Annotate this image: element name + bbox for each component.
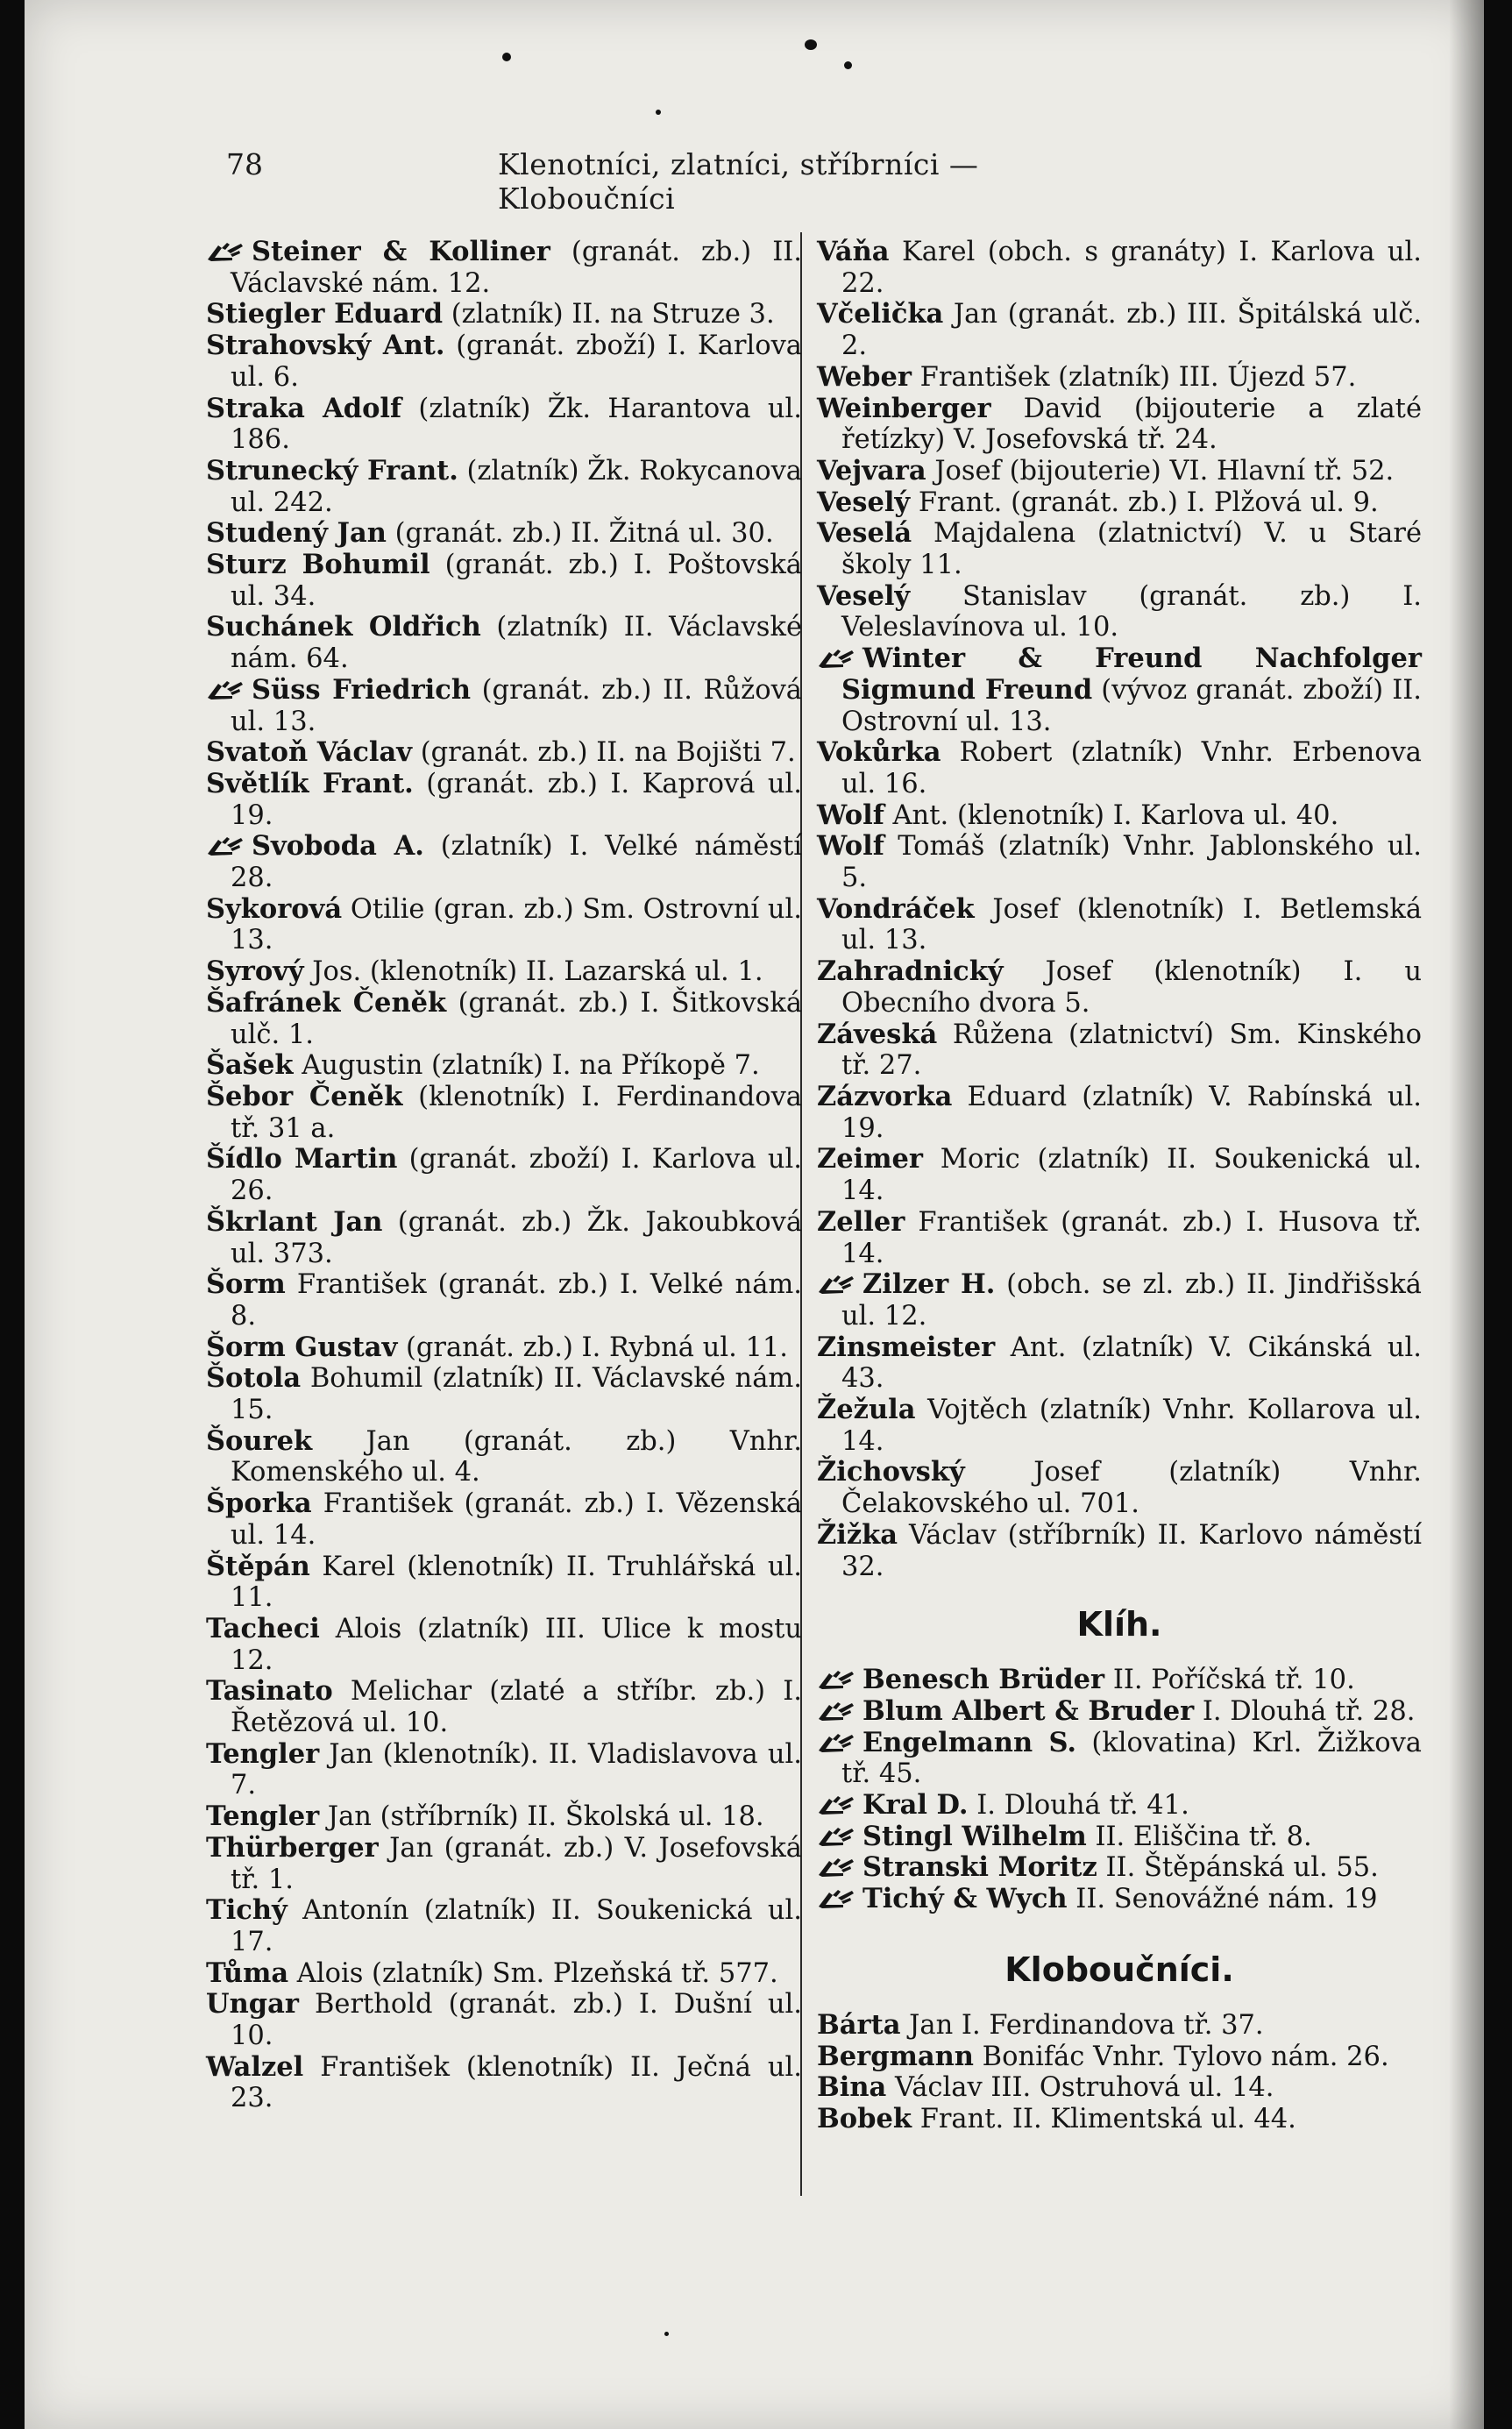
entry-name: Steiner & Kolliner <box>252 236 550 267</box>
entry-details: František (granát. zb.) I. Husova tř. 14. <box>841 1206 1422 1269</box>
directory-entry <box>817 2072 1422 2104</box>
entry-name: Šebor Čeněk <box>206 1080 403 1112</box>
entry-details: (klenotník) I. Ferdinandova tř. 31 a. <box>231 1081 802 1144</box>
entry-name: Engelmann S. <box>862 1726 1077 1758</box>
pointing-hand-icon <box>817 1731 855 1754</box>
directory-entry <box>206 769 802 831</box>
directory-entry <box>817 1884 1422 1915</box>
directory-entry <box>817 1790 1422 1822</box>
directory-entry <box>206 1144 802 1206</box>
section-title-klih: Klíh. <box>1076 1605 1162 1644</box>
directory-entry <box>817 1395 1422 1457</box>
page-header <box>200 131 1164 216</box>
entry-details: (zlatník) II. na Struze 3. <box>443 299 775 330</box>
entry-details: (zlatník) Žk. Rokycanova ul. 242. <box>231 455 802 518</box>
entry-details: (vývoz granát. zboží) II. Ostrovní ul. 13. <box>841 674 1422 737</box>
entry-name: Wolf <box>817 830 884 863</box>
print-speck <box>664 2332 669 2336</box>
entry-name: Straka Adolf <box>206 392 402 424</box>
entry-details: Alois (zlatník) Sm. Plzeňská tř. 577. <box>288 1957 778 1989</box>
entry-details: Ant. (klenotník) I. Karlova ul. 40. <box>884 799 1339 831</box>
entry-details: (zlatník) II. Václavské nám. 64. <box>231 612 802 675</box>
directory-entry <box>817 581 1422 643</box>
entry-name: Bárta <box>817 2008 901 2041</box>
pointing-hand-icon <box>817 647 855 670</box>
directory-entry <box>817 518 1422 580</box>
directory-entry <box>206 1050 802 1082</box>
entry-name: Veselý <box>817 579 911 612</box>
entry-details: Bonifác Vnhr. Tylovo nám. 26. <box>973 2041 1389 2072</box>
entry-name: Tengler <box>206 1737 320 1770</box>
entry-details: Stanislav (granát. zb.) I. Veleslavínova ul. 10. <box>841 580 1422 643</box>
entry-name: Stranski Moritz <box>862 1851 1097 1884</box>
entry-name: Svoboda A. <box>252 830 424 863</box>
directory-entry <box>817 831 1422 893</box>
entry-name: Strahovský Ant. <box>206 330 445 362</box>
entry-name: Váňa <box>817 236 890 267</box>
entry-details: Frant. (granát. zb.) I. Plžová ul. 9. <box>910 487 1379 518</box>
entry-details: Josef (klenotník) I. Betlemská ul. 13. <box>841 893 1422 956</box>
entry-details: (granát. zb.) II. na Bojišti 7. <box>412 737 796 769</box>
entry-details: I. Dlouhá tř. 28. <box>1194 1695 1416 1727</box>
entry-details: Jan (granát. zb.) V. Josefovská tř. 1. <box>231 1832 802 1895</box>
entry-details: (granát. zb.) I. Rybná ul. 11. <box>397 1332 788 1363</box>
entry-details: Berthold (granát. zb.) I. Dušní ul. 10. <box>231 1989 802 2052</box>
pointing-hand-icon <box>817 1668 855 1691</box>
entry-name: Včelička <box>817 298 944 330</box>
entry-name: Tengler <box>206 1800 320 1833</box>
entry-name: Zinsmeister <box>817 1331 996 1363</box>
entry-name: Žichovský <box>817 1456 965 1488</box>
directory-entry <box>817 487 1422 519</box>
entry-name: Tůma <box>206 1957 289 1989</box>
entry-name: Stiegler Eduard <box>206 298 444 330</box>
directory-entry <box>206 550 802 612</box>
directory-entry <box>817 1019 1422 1082</box>
directory-entry <box>206 1426 802 1488</box>
directory-entry <box>206 988 802 1050</box>
entry-details: Tomáš (zlatník) Vnhr. Jablonského ul. 5. <box>841 831 1422 894</box>
kloboucnici-entries <box>817 2010 1422 2135</box>
directory-entry <box>206 831 802 893</box>
entry-name: Suchánek Oldřich <box>206 611 481 643</box>
directory-entry <box>817 299 1422 361</box>
entry-name: Šorm Gustav <box>206 1331 398 1363</box>
entry-name: Zeller <box>817 1205 905 1238</box>
entry-name: Šotola <box>206 1362 302 1395</box>
entry-name: Sturz Bohumil <box>206 549 430 581</box>
directory-entry <box>206 1363 802 1425</box>
entry-name: Zeimer <box>817 1143 924 1175</box>
entry-details: František (granát. zb.) I. Velké nám. 8. <box>231 1269 802 1332</box>
entry-name: Bina <box>817 2071 887 2104</box>
directory-entry <box>206 1895 802 1957</box>
directory-entry <box>206 1801 802 1833</box>
entry-name: Bobek <box>817 2102 912 2134</box>
directory-entry <box>206 456 802 518</box>
entry-details: (granát. zb.) Žk. Jakoubková ul. 373. <box>231 1206 803 1269</box>
entry-name: Zázvorka <box>817 1080 953 1112</box>
entry-details: Alois (zlatník) III. Ulice k mostu 12. <box>231 1613 802 1676</box>
directory-entry <box>206 956 802 988</box>
pointing-hand-icon <box>206 678 245 701</box>
directory-entry <box>206 1488 802 1551</box>
right-column-entries <box>817 237 1422 1582</box>
entry-details: Eduard (zlatník) V. Rabínská ul. 19. <box>841 1081 1422 1144</box>
entry-details: (granát. zboží) I. Karlova ul. 26. <box>231 1144 802 1207</box>
section-title-kloboucnici: Kloboučníci. <box>1004 1950 1234 1989</box>
entry-details: Melichar (zlaté a stříbr. zb.) I. Řetězová ul. 10. <box>231 1676 802 1739</box>
directory-entry <box>817 956 1422 1019</box>
directory-entry <box>817 1852 1422 1884</box>
directory-entry <box>206 330 802 393</box>
directory-entry <box>817 1696 1422 1728</box>
pointing-hand-icon <box>817 1273 855 1296</box>
directory-entry <box>206 1207 802 1269</box>
directory-entry <box>817 1728 1422 1790</box>
entry-name: Tichý & Wych <box>862 1883 1068 1915</box>
directory-entry <box>817 456 1422 487</box>
entry-details: II. Štěpánská ul. 55. <box>1097 1852 1379 1884</box>
print-speck <box>502 53 511 61</box>
entry-name: Tichý <box>206 1894 287 1927</box>
directory-entry <box>206 1676 802 1738</box>
directory-entry <box>817 1144 1422 1206</box>
directory-entry <box>206 394 802 456</box>
entry-name: Benesch Brüder <box>862 1664 1105 1696</box>
entry-name: Šídlo Martin <box>206 1143 398 1175</box>
entry-details: František (klenotník) II. Ječná ul. 23. <box>231 2051 802 2114</box>
entry-details: (granát. zb.) I. Šitkovská ulč. 1. <box>231 987 802 1050</box>
entry-details: Jan (stříbrník) II. Školská ul. 18. <box>319 1801 764 1833</box>
directory-entry <box>206 612 802 674</box>
entry-name: Bergmann <box>817 2040 974 2072</box>
entry-name: Weber <box>817 360 912 393</box>
pointing-hand-icon <box>817 1793 855 1816</box>
entry-name: Kral D. <box>862 1789 969 1822</box>
entry-details: Otilie (gran. zb.) Sm. Ostrovní ul. 13. <box>231 893 802 956</box>
directory-entry <box>206 1552 802 1614</box>
directory-entry <box>817 1665 1422 1696</box>
entry-details: (zlatník) Žk. Harantova ul. 186. <box>231 393 802 456</box>
print-speck <box>656 110 661 115</box>
entry-name: Světlík Frant. <box>206 767 414 799</box>
entry-name: Weinberger <box>817 392 991 424</box>
entry-name: Štěpán <box>206 1550 310 1582</box>
directory-entry <box>817 2010 1422 2042</box>
directory-entry <box>817 1082 1422 1144</box>
directory-entry <box>817 643 1422 737</box>
directory-entry <box>817 394 1422 456</box>
page-number: 78 <box>226 147 263 181</box>
entry-name: Strunecký Frant. <box>206 454 458 487</box>
directory-entry <box>817 237 1422 299</box>
entry-name: Žežula <box>817 1394 916 1426</box>
directory-entry <box>817 1207 1422 1269</box>
entry-details: (granát. zb.) II. Václavské nám. 12. <box>231 237 802 299</box>
directory-entry <box>817 737 1422 799</box>
entry-details: II. Eliščina tř. 8. <box>1086 1821 1312 1852</box>
entry-details: (granát. zb.) II. Žitná ul. 30. <box>386 518 774 550</box>
entry-details: Robert (zlatník) Vnhr. Erbenova ul. 16. <box>841 737 1422 799</box>
entry-name: Žižka <box>817 1518 898 1551</box>
entry-name: Ungar <box>206 1988 299 2021</box>
entry-details: Josef (zlatník) Vnhr. Čelakovského ul. 701. <box>841 1457 1422 1520</box>
entry-name: Vejvara <box>817 454 926 487</box>
entry-details: (granát. zb.) I. Poštovská ul. 34. <box>231 550 802 612</box>
entry-name: Šourek <box>206 1424 313 1457</box>
entry-details: Jan I. Ferdinandova tř. 37. <box>900 2009 1264 2041</box>
entry-name: Šašek <box>206 1049 294 1082</box>
entry-name: Zahradnický <box>817 955 1004 988</box>
entry-details: I. Dlouhá tř. 41. <box>968 1790 1189 1822</box>
entry-name: Tasinato <box>206 1675 333 1708</box>
directory-entry <box>206 894 802 956</box>
directory-entry <box>817 1822 1422 1853</box>
entry-details: David (bijouterie a zlaté řetízky) V. Josefovská tř. 24. <box>841 393 1422 456</box>
klih-entries <box>817 1665 1422 1915</box>
entry-name: Škrlant Jan <box>206 1205 383 1238</box>
pointing-hand-icon <box>817 1825 855 1848</box>
directory-entry <box>206 1833 802 1895</box>
entry-details: Vojtěch (zlatník) Vnhr. Kollarova ul. 14. <box>841 1395 1422 1457</box>
entry-name: Záveská <box>817 1018 938 1050</box>
pointing-hand-icon <box>817 1887 855 1910</box>
entry-details: (granát. zb.) I. Kaprová ul. 19. <box>231 768 802 831</box>
entry-details: Josef (bijouterie) VI. Hlavní tř. 52. <box>926 455 1395 487</box>
entry-details: (granát. zb.) II. Růžová ul. 13. <box>231 674 802 737</box>
entry-details: Karel (obch. s granáty) I. Karlova ul. 22. <box>841 237 1422 299</box>
entry-details: II. Poříčská tř. 10. <box>1104 1665 1355 1696</box>
entry-details: Jan (klenotník). II. Vladislavova ul. 7. <box>231 1738 802 1801</box>
directory-entry <box>206 1332 802 1364</box>
entry-details: Antonín (zlatník) II. Soukenická ul. 17. <box>231 1895 802 1957</box>
entry-details: Ant. (zlatník) V. Cikánská ul. 43. <box>841 1332 1422 1395</box>
entry-name: Walzel <box>206 2050 304 2083</box>
entry-details: Frant. II. Klimentská ul. 44. <box>912 2103 1296 2134</box>
directory-entry <box>817 894 1422 956</box>
entry-details: Václav (stříbrník) II. Karlovo náměstí 32. <box>841 1519 1422 1582</box>
entry-name: Šporka <box>206 1488 312 1520</box>
entry-name: Wolf <box>817 799 884 831</box>
entry-name: Winter & Freund Nachfolger Sigmund Freund <box>841 643 1422 706</box>
running-head: Klenotníci, zlatníci, stříbrníci — Kloboučníci <box>498 147 979 216</box>
entry-details: Bohumil (zlatník) II. Václavské nám. 15. <box>231 1363 802 1426</box>
directory-page <box>25 0 1484 2429</box>
directory-entry <box>206 675 802 737</box>
entry-details: František (zlatník) III. Újezd 57. <box>911 361 1357 393</box>
entry-details: Jan (granát. zb.) III. Špitálská ulč. 2. <box>841 299 1422 362</box>
entry-name: Thürberger <box>206 1831 379 1864</box>
directory-entry <box>817 2042 1422 2073</box>
entry-name: Vondráček <box>817 892 975 925</box>
directory-entry <box>206 737 802 769</box>
directory-entry <box>206 1989 802 2051</box>
entry-name: Zilzer H. <box>862 1268 996 1301</box>
directory-entry <box>206 237 802 299</box>
entry-details: Václav III. Ostruhová ul. 14. <box>886 2072 1274 2104</box>
entry-name: Sykorová <box>206 892 343 925</box>
entry-name: Šorm <box>206 1268 286 1301</box>
entry-details: Jan (granát. zb.) Vnhr. Komenského ul. 4. <box>231 1425 802 1488</box>
entry-details: Růžena (zlatnictví) Sm. Kinského tř. 27. <box>841 1019 1422 1082</box>
directory-entry <box>817 1332 1422 1395</box>
directory-entry <box>817 1457 1422 1519</box>
directory-entry <box>206 1958 802 1990</box>
directory-entry <box>817 362 1422 394</box>
entry-details: Karel (klenotník) II. Truhlářská ul. 11. <box>231 1551 802 1614</box>
entry-name: Studený Jan <box>206 517 387 550</box>
pointing-hand-icon <box>206 835 245 857</box>
entry-name: Blum Albert & Bruder <box>862 1694 1195 1727</box>
entry-name: Süss Friedrich <box>252 673 472 706</box>
entry-details: Moric (zlatník) II. Soukenická ul. 14. <box>841 1144 1422 1207</box>
directory-entry <box>206 1739 802 1801</box>
left-column <box>206 237 802 2114</box>
entry-details: Jos. (klenotník) II. Lazarská ul. 1. <box>303 956 763 988</box>
directory-entry <box>817 2104 1422 2135</box>
entry-name: Tacheci <box>206 1612 320 1644</box>
entry-details: Augustin (zlatník) I. na Příkopě 7. <box>293 1050 760 1082</box>
entry-details: (obch. se zl. zb.) II. Jindřišská ul. 12. <box>841 1269 1422 1332</box>
directory-entry <box>206 2052 802 2114</box>
directory-entry <box>206 1269 802 1332</box>
entry-name: Veselá <box>817 517 912 550</box>
entry-details: (granát. zboží) I. Karlova ul. 6. <box>231 330 802 393</box>
entry-name: Šafránek Čeněk <box>206 986 447 1019</box>
entry-details: Josef (klenotník) I. u Obecního dvora 5. <box>841 956 1422 1019</box>
directory-entry <box>817 1520 1422 1582</box>
directory-entry <box>817 1269 1422 1332</box>
entry-name: Syrový <box>206 955 304 988</box>
entry-details: (klovatina) Krl. Žižkova tř. 45. <box>841 1727 1422 1790</box>
directory-entry <box>817 800 1422 832</box>
print-speck <box>844 61 852 69</box>
directory-entry <box>206 1614 802 1676</box>
directory-entry <box>206 299 802 330</box>
entry-details: Majdalena (zlatnictví) V. u Staré školy 11. <box>841 518 1422 581</box>
entry-details: II. Senovážné nám. 19 <box>1067 1884 1378 1915</box>
pointing-hand-icon <box>817 1700 855 1722</box>
entry-details: František (granát. zb.) I. Vězenská ul. 14. <box>231 1488 802 1551</box>
directory-entry <box>206 518 802 550</box>
entry-name: Svatoň Václav <box>206 736 413 769</box>
directory-entry <box>206 1082 802 1144</box>
entry-name: Vokůrka <box>817 736 941 769</box>
pointing-hand-icon <box>817 1856 855 1879</box>
right-column <box>817 237 1422 2135</box>
entry-name: Stingl Wilhelm <box>862 1820 1087 1852</box>
print-speck <box>805 39 817 50</box>
page-edge-shadow <box>1449 0 1484 2429</box>
entry-name: Veselý <box>817 486 911 518</box>
entry-details: (zlatník) I. Velké náměstí 28. <box>231 831 802 894</box>
pointing-hand-icon <box>206 240 245 263</box>
